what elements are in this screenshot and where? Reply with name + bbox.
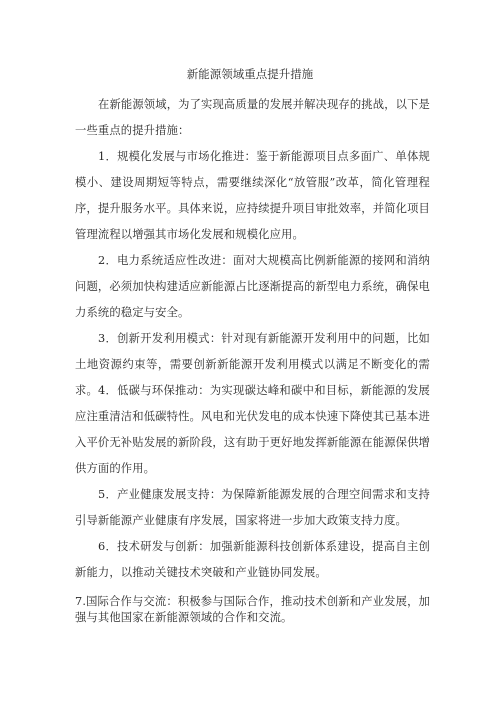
measure-paragraph-5: 5．产业健康发展支持：为保障新能源发展的合理空间需求和支持引导新能源产业健康有序发展，国家将进一步加大政策支持力度。 bbox=[75, 488, 430, 527]
measure-paragraph-3: 3．创新开发利用模式：针对现有新能源开发利用中的问题，比如土地资源约束等，需要创新新能源开发利用模式以满足不断变化的需求。 bbox=[75, 332, 430, 397]
measure-paragraph-1: 1．规模化发展与市场化推进：鉴于新能源项目点多面广、单体规模小、建设周期短等特点，需要继续深化“放管服”改革，简化管理程序，提升服务水平。具体来说，应持续提升项目审批效率，并简化项目管理流程以增强其市场化发展和规模化应用。 bbox=[75, 150, 430, 241]
document-title: 新能源领域重点提升措施 bbox=[186, 67, 314, 81]
measure-paragraph-4: 4．低碳与环保推动：为实现碳达峰和碳中和目标，新能源的发展应注重清洁和低碳特性。风电和光伏发电的成本快速下降使其已基本进入平价无补贴发展的新阶段，这有助于更好地发挥新能源在能源保供增供方面的作用。 bbox=[75, 384, 430, 475]
measure-paragraph-6: 6．技术研发与创新：加强新能源科技创新体系建设，提高自主创新能力，以推动关键技术突破和产业链协同发展。 bbox=[75, 540, 430, 579]
intro-paragraph: 在新能源领域，为了实现高质量的发展并解决现存的挑战，以下是一些重点的提升措施： bbox=[75, 98, 430, 137]
measure-paragraph-7: 7.国际合作与交流：积极参与国际合作，推动技术创新和产业发展，加强与其他国家在新能源领域的合作和交流。 bbox=[75, 595, 430, 624]
measure-paragraph-2: 2．电力系统适应性改进：面对大规模高比例新能源的接网和消纳问题，必须加快构建适应新能源占比逐渐提高的新型电力系统，确保电力系统的稳定与安全。 bbox=[75, 254, 430, 319]
